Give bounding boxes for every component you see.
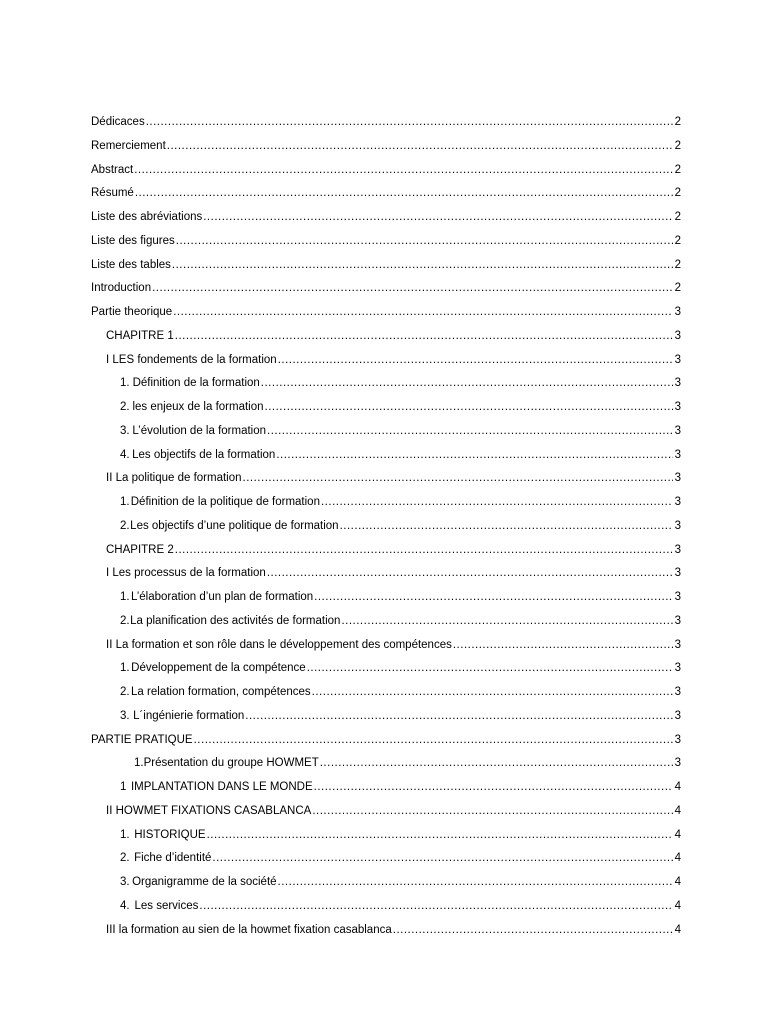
toc-entry[interactable] <box>91 800 681 824</box>
toc-entry[interactable] <box>91 277 681 301</box>
dot-leader <box>172 254 673 278</box>
toc-entry-page-number: 2 <box>674 258 681 271</box>
toc-entry-page-number: 3 <box>674 496 681 508</box>
dot-leader <box>212 847 672 871</box>
toc-entry[interactable] <box>91 420 681 444</box>
toc-entry-page-number: 3 <box>674 614 681 627</box>
toc-entry-label: les enjeux de la formation <box>132 401 264 413</box>
toc-entry-page-number: 2 <box>674 211 681 223</box>
toc-entry[interactable] <box>91 681 681 705</box>
toc-entry[interactable] <box>91 634 681 658</box>
toc-entry-page-number: 3 <box>674 472 681 485</box>
toc-entry-page-number: 3 <box>674 567 681 580</box>
toc-entry-page-number: 3 <box>674 686 681 698</box>
dot-leader <box>134 159 672 183</box>
dot-leader <box>276 444 672 468</box>
toc-entry-page-number: 3 <box>674 638 681 651</box>
toc-entry-label: L’évolution de la formation <box>132 424 267 437</box>
toc-entry-label: Dédicaces <box>91 116 145 128</box>
toc-entry-label: Liste des figures <box>91 234 175 247</box>
dot-leader <box>199 895 672 919</box>
toc-entry-page-number: 4 <box>674 899 681 912</box>
toc-entry-label: Les services <box>134 899 199 912</box>
toc-entry-page-number: 3 <box>674 591 681 603</box>
dot-leader <box>175 325 673 349</box>
toc-entry-page-number: 3 <box>674 329 681 342</box>
toc-entry-page-number: 2 <box>674 139 681 152</box>
toc-entry-page-number: 2 <box>674 234 681 247</box>
toc-entry-page-number: 3 <box>674 377 681 390</box>
toc-entry-number: 4. <box>120 448 130 461</box>
toc-entry[interactable] <box>91 491 681 515</box>
toc-entry[interactable] <box>91 586 681 610</box>
toc-entry-label: PARTIE PRATIQUE <box>91 733 193 746</box>
toc-entry-label: Présentation du groupe HOWMET <box>143 757 319 770</box>
toc-entry-number: 2. <box>120 686 130 698</box>
toc-entry-page-number: 3 <box>674 733 681 746</box>
toc-entry-label: I LES fondements de la formation <box>106 353 277 366</box>
dot-leader <box>245 705 672 729</box>
toc-entry-label: Introduction <box>91 282 152 295</box>
toc-entry-page-number: 4 <box>674 876 681 888</box>
dot-leader <box>203 206 672 230</box>
toc-entry-label: Les objectifs d’une politique de formation <box>130 519 339 532</box>
toc-entry-label: IMPLANTATION DANS LE MONDE <box>130 781 313 793</box>
dot-leader <box>167 135 673 159</box>
dot-leader <box>175 539 673 563</box>
toc-entry-page-number: 4 <box>674 852 681 865</box>
toc-entry[interactable] <box>91 159 681 183</box>
dot-leader <box>340 515 673 539</box>
toc-entry[interactable] <box>91 230 681 254</box>
dot-leader <box>176 230 673 254</box>
toc-entry-page-number: 3 <box>674 401 681 413</box>
dot-leader <box>146 111 673 135</box>
dot-leader <box>243 467 673 491</box>
toc-entry-number: 3. <box>120 876 130 888</box>
toc-entry-number: 2. <box>120 614 130 627</box>
toc-entry[interactable] <box>91 657 681 681</box>
toc-entry-page-number: 3 <box>674 662 681 675</box>
toc-entry-page-number: 4 <box>674 781 681 793</box>
toc-entry-label: I Les processus de la formation <box>106 567 266 580</box>
toc-entry-label: Les objectifs de la formation <box>132 448 276 461</box>
toc-entry-number: 1. <box>120 591 130 603</box>
toc-entry-label: Remerciement <box>91 139 166 152</box>
toc-entry[interactable] <box>91 372 681 396</box>
toc-entry-label: HISTORIQUE <box>134 828 206 841</box>
toc-entry-number: 1 <box>120 781 127 793</box>
dot-leader <box>278 349 673 373</box>
toc-entry[interactable] <box>91 871 681 895</box>
toc-entry[interactable] <box>91 254 681 278</box>
toc-entry-page-number: 4 <box>674 923 681 936</box>
toc-entry-label: Définition de la politique de formation <box>130 496 320 508</box>
toc-entry[interactable] <box>91 729 681 753</box>
toc-entry-label: III la formation au sien de la howmet fixation casablanca <box>106 923 392 936</box>
toc-entry-label: CHAPITRE 2 <box>106 543 174 556</box>
toc-entry[interactable] <box>91 325 681 349</box>
toc-entry-label: CHAPITRE 1 <box>106 329 174 342</box>
table-of-contents <box>91 111 681 942</box>
toc-entry[interactable] <box>91 847 681 871</box>
toc-entry[interactable] <box>91 752 681 776</box>
toc-entry-page-number: 4 <box>674 804 681 817</box>
dot-leader <box>341 610 672 634</box>
toc-entry-page-number: 2 <box>674 187 681 200</box>
dot-leader <box>393 919 673 943</box>
toc-entry-label: L´ingénierie formation <box>133 709 245 722</box>
dot-leader <box>152 277 672 301</box>
toc-entry[interactable] <box>91 705 681 729</box>
toc-entry-page-number: 3 <box>674 424 681 437</box>
toc-entry-number: 3. <box>120 709 130 722</box>
dot-leader <box>135 182 673 206</box>
toc-entry-page-number: 3 <box>674 757 681 770</box>
toc-entry-label: La planification des activités de formation <box>130 614 341 627</box>
toc-entry[interactable] <box>91 919 681 943</box>
toc-entry-label: L’élaboration d’un plan de formation <box>130 591 314 603</box>
toc-entry-label: Définition de la formation <box>132 377 260 390</box>
toc-entry[interactable] <box>91 111 681 135</box>
toc-entry-number: 1. <box>120 496 130 508</box>
toc-entry-page-number: 3 <box>674 353 681 366</box>
dot-leader <box>314 776 673 800</box>
toc-entry-label: II La formation et son rôle dans le développement des compétences <box>106 638 452 651</box>
toc-entry-number: 2. <box>120 401 130 413</box>
toc-entry-page-number: 3 <box>674 543 681 556</box>
dot-leader <box>314 586 672 610</box>
dot-leader <box>267 562 673 586</box>
dot-leader <box>453 634 673 658</box>
toc-entry-label: Partie theorique <box>91 306 173 318</box>
toc-entry-label: La relation formation, compétences <box>131 686 311 698</box>
toc-entry-page-number: 3 <box>674 448 681 461</box>
toc-entry-page-number: 3 <box>674 709 681 722</box>
toc-entry-number: 1. <box>120 377 130 390</box>
toc-entry[interactable] <box>91 182 681 206</box>
dot-leader <box>207 824 673 848</box>
toc-entry-label: II La politique de formation <box>106 472 242 485</box>
toc-entry-page-number: 4 <box>674 828 681 841</box>
toc-entry[interactable] <box>91 135 681 159</box>
toc-entry-number: 1. <box>120 662 130 675</box>
toc-entry-number: 3. <box>120 424 130 437</box>
toc-entry[interactable] <box>91 562 681 586</box>
toc-entry[interactable] <box>91 396 681 420</box>
toc-entry[interactable] <box>91 349 681 373</box>
toc-entry[interactable] <box>91 301 681 325</box>
dot-leader <box>265 396 673 420</box>
dot-leader <box>312 800 672 824</box>
toc-entry-label: Résumé <box>91 187 134 200</box>
toc-entry-number: 1. <box>120 828 130 841</box>
dot-leader <box>267 420 673 444</box>
dot-leader <box>194 729 673 753</box>
dot-leader <box>312 681 673 705</box>
toc-entry-page-number: 2 <box>674 163 681 176</box>
toc-entry-page-number: 3 <box>674 519 681 532</box>
toc-entry[interactable] <box>91 824 681 848</box>
toc-entry[interactable] <box>91 515 681 539</box>
dot-leader <box>278 871 673 895</box>
toc-entry-label: Abstract <box>91 163 134 176</box>
dot-leader <box>320 752 673 776</box>
toc-entry-number: 1. <box>134 757 144 770</box>
toc-entry-number: 4. <box>120 899 130 912</box>
toc-entry-label: II HOWMET FIXATIONS CASABLANCA <box>106 804 312 817</box>
toc-entry[interactable] <box>91 776 681 800</box>
toc-entry-label: Développement de la compétence <box>131 662 306 675</box>
toc-entry-label: Liste des abréviations <box>91 211 203 223</box>
toc-entry[interactable] <box>91 539 681 563</box>
toc-entry-number: 2. <box>120 519 130 532</box>
dot-leader <box>307 657 673 681</box>
toc-entry-page-number: 3 <box>674 306 681 318</box>
toc-entry[interactable] <box>91 444 681 468</box>
dot-leader <box>261 372 673 396</box>
dot-leader <box>321 491 673 515</box>
toc-entry-label: Fiche d’identité <box>134 852 212 865</box>
dot-leader <box>173 301 672 325</box>
toc-entry[interactable] <box>91 467 681 491</box>
toc-entry[interactable] <box>91 206 681 230</box>
toc-entry-page-number: 2 <box>674 116 681 128</box>
toc-entry-number: 2. <box>120 852 130 865</box>
toc-entry[interactable] <box>91 895 681 919</box>
toc-entry-page-number: 2 <box>674 282 681 295</box>
toc-entry-label: Organigramme de la société <box>132 876 277 888</box>
toc-entry[interactable] <box>91 610 681 634</box>
toc-entry-label: Liste des tables <box>91 258 171 271</box>
